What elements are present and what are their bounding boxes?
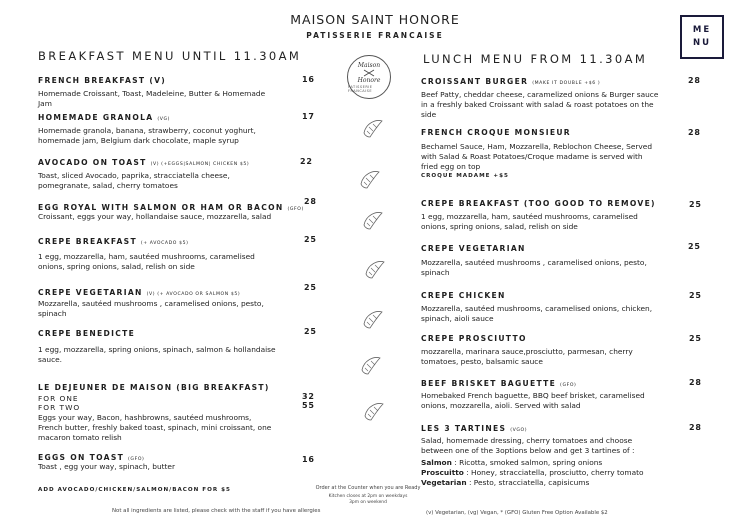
lunch-item-price: 28 — [689, 378, 702, 387]
croissant-icon — [362, 256, 388, 282]
breakfast-item-desc: Toast, sliced Avocado, paprika, stracciatella cheese, pomegranate, salad, cherry tomatoes — [38, 171, 230, 190]
breakfast-item-desc: Homemade Croissant, Toast, Madeleine, Butter & Homemade Jam — [38, 89, 266, 108]
breakfast-item-price: 16 — [302, 455, 315, 464]
lunch-item-name: FRENCH CROQUE MONSIEUR — [421, 128, 571, 137]
menu-badge — [680, 15, 724, 59]
lunch-item-desc: Bechamel Sauce, Ham, Mozzarella, Reblochon Cheese, Served with Salad & Roast Potatoes/Croque madame is served with fried egg on top — [421, 142, 653, 171]
breakfast-item-price: 22 — [300, 157, 313, 166]
breakfast-item-price: 16 — [302, 75, 315, 84]
crossed-utensils-icon — [362, 69, 376, 77]
lunch-item-price: 28 — [688, 76, 701, 85]
lunch-item-name: CREPE PROSCIUTTO — [421, 334, 527, 343]
breakfast-option-label: FOR TWO — [38, 403, 81, 412]
lunch-item-price: 25 — [688, 242, 701, 251]
breakfast-item-name: AVOCADO ON TOAST (V) (+EGGS|SALMON| CHICKEN $5) — [38, 158, 250, 167]
breakfast-item-name: LE DEJEUNER DE MAISON (BIG BREAKFAST) — [38, 383, 270, 392]
breakfast-item-name: CREPE VEGETARIAN (V) (+ AVOCADO OR SALMON $5) — [38, 288, 241, 297]
lunch-item-name: CREPE CHICKEN — [421, 291, 506, 300]
lunch-item-price: 28 — [689, 423, 702, 432]
menu-badge-line2: NU — [692, 38, 712, 48]
lunch-item-name: CROISSANT BURGER (MAKE IT DOUBLE +$6 ) — [421, 77, 601, 86]
lunch-item-price: 28 — [688, 128, 701, 137]
lunch-item-extra: CROQUE MADAME +$5 — [421, 173, 509, 179]
lunch-item-desc: Beef Patty, cheddar cheese, caramelized onions & Burger sauce in a freshly baked Croissant with salad & roast potatoes on the side — [421, 90, 659, 119]
breakfast-item-name: HOMEMADE GRANOLA (VG) — [38, 113, 171, 122]
lunch-item-name: CREPE BREAKFAST (TOO GOOD TO REMOVE) — [421, 199, 656, 208]
lunch-item-desc: 1 egg, mozzarella, ham, sautéed mushrooms, caramelised onions, spring onions, salad, relish on side — [421, 212, 638, 231]
croissant-icon — [360, 306, 386, 332]
breakfast-item-desc: Croissant, eggs your way, hollandaise sauce, mozzarella, salad — [38, 212, 272, 221]
breakfast-item-name: CREPE BENEDICTE — [38, 329, 136, 338]
breakfast-item-desc: Homemade granola, banana, strawberry, coconut yoghurt, homemade jam, Belgium dark chocolate, maple syrup — [38, 126, 256, 145]
logo-text-1: Maison — [357, 61, 381, 69]
breakfast-item-name: CREPE BREAKFAST (+ AVOCADO $5) — [38, 237, 189, 246]
tartine-option: Vegetarian : Pesto, stracciatella, capisicums — [421, 478, 590, 487]
lunch-item-price: 25 — [689, 334, 702, 343]
logo-text-2: Honore — [357, 76, 381, 84]
croissant-icon — [358, 352, 384, 378]
breakfast-item-price: 28 — [304, 197, 317, 206]
restaurant-subtitle: PATISSERIE FRANCAISE — [306, 31, 444, 40]
breakfast-item-name: FRENCH BREAKFAST (V) — [38, 76, 167, 85]
breakfast-item-desc: 1 egg, mozzarella, ham, sautéed mushrooms, caramelised onions, spring onions, salad, relish on side — [38, 252, 255, 271]
breakfast-item-desc: 1 egg, mozzarella, spring onions, spinach, salmon & hollandaise sauce. — [38, 345, 276, 364]
breakfast-item-name: EGGS ON TOAST (GFO) — [38, 453, 145, 462]
order-note: Order at the Counter when you are Ready — [315, 485, 421, 491]
menu-badge-line1: ME — [692, 25, 712, 35]
breakfast-item-price: 17 — [302, 112, 315, 121]
croissant-icon — [360, 207, 386, 233]
lunch-item-desc: Salad, homemade dressing, cherry tomatoes and choose between one of the 3options below and get 3 tartines of : — [421, 436, 635, 455]
breakfast-item-price: 25 — [304, 235, 317, 244]
breakfast-item-price: 32 — [302, 392, 315, 401]
tartine-option: Proscuitto : Honey, stracciatella, prosciutto, cherry tomato — [421, 468, 644, 477]
breakfast-item-price: 55 — [302, 401, 315, 410]
restaurant-logo — [347, 55, 391, 99]
croissant-icon — [357, 166, 383, 192]
breakfast-section-title: BREAKFAST MENU UNTIL 11.30AM — [38, 49, 302, 63]
breakfast-item-name: EGG ROYAL WITH SALMON OR HAM OR BACON (GFO) — [38, 203, 304, 212]
breakfast-addon-note: ADD AVOCADO/CHICKEN/SALMON/BACON FOR $5 — [38, 487, 231, 493]
logo-subtext: PATISSERIE FRANCAISE — [348, 84, 373, 93]
allergy-note: Not all ingredients are listed, please check with the staff if you have allergies — [112, 508, 321, 514]
lunch-item-price: 25 — [689, 291, 702, 300]
breakfast-item-desc: Toast , egg your way, spinach, butter — [38, 462, 176, 471]
breakfast-option-label: FOR ONE — [38, 394, 79, 403]
breakfast-item-desc: Mozzarella, sautéed mushrooms , caramelised onions, pesto, spinach — [38, 299, 264, 318]
tartine-option: Salmon : Ricotta, smoked salmon, spring onions — [421, 458, 603, 467]
croissant-icon — [361, 398, 387, 424]
lunch-item-desc: Mozzarella, sautéed mushrooms, caramelised onions, chicken, spinach, aioli sauce — [421, 304, 653, 323]
breakfast-item-price: 25 — [304, 283, 317, 292]
croissant-icon — [360, 115, 386, 141]
lunch-item-desc: mozzarella, marinara sauce,prosciutto, parmesan, cherry tomatoes, pesto, balsamic sauce — [421, 347, 633, 366]
diet-legend: (v) Vegetarian, (vg) Vegan, * (GFO) Gluten Free Option Available $2 — [426, 510, 608, 516]
lunch-item-name: CREPE VEGETARIAN — [421, 244, 526, 253]
kitchen-hours-note: Kitchen closes at 2pm on weekdays 3pm on weekend — [328, 494, 408, 505]
lunch-item-desc: Mozzarella, sautéed mushrooms , caramelised onions, pesto, spinach — [421, 258, 647, 277]
breakfast-item-price: 25 — [304, 327, 317, 336]
breakfast-item-desc: Eggs your way, Bacon, hashbrowns, sautéed mushrooms, French butter, freshly baked toast, spinach, mini croissant, one macaron tomato relish — [38, 413, 272, 442]
lunch-section-title: LUNCH MENU FROM 11.30AM — [423, 52, 648, 66]
lunch-item-name: LES 3 TARTINES (VGO) — [421, 424, 528, 433]
restaurant-name: MAISON SAINT HONORE — [290, 12, 460, 27]
lunch-item-desc: Homebaked French baguette, BBQ beef brisket, caramelised onions, mozzarella, aioli. Served with salad — [421, 391, 645, 410]
lunch-item-price: 25 — [689, 200, 702, 209]
lunch-item-name: BEEF BRISKET BAGUETTE (GFO) — [421, 379, 577, 388]
